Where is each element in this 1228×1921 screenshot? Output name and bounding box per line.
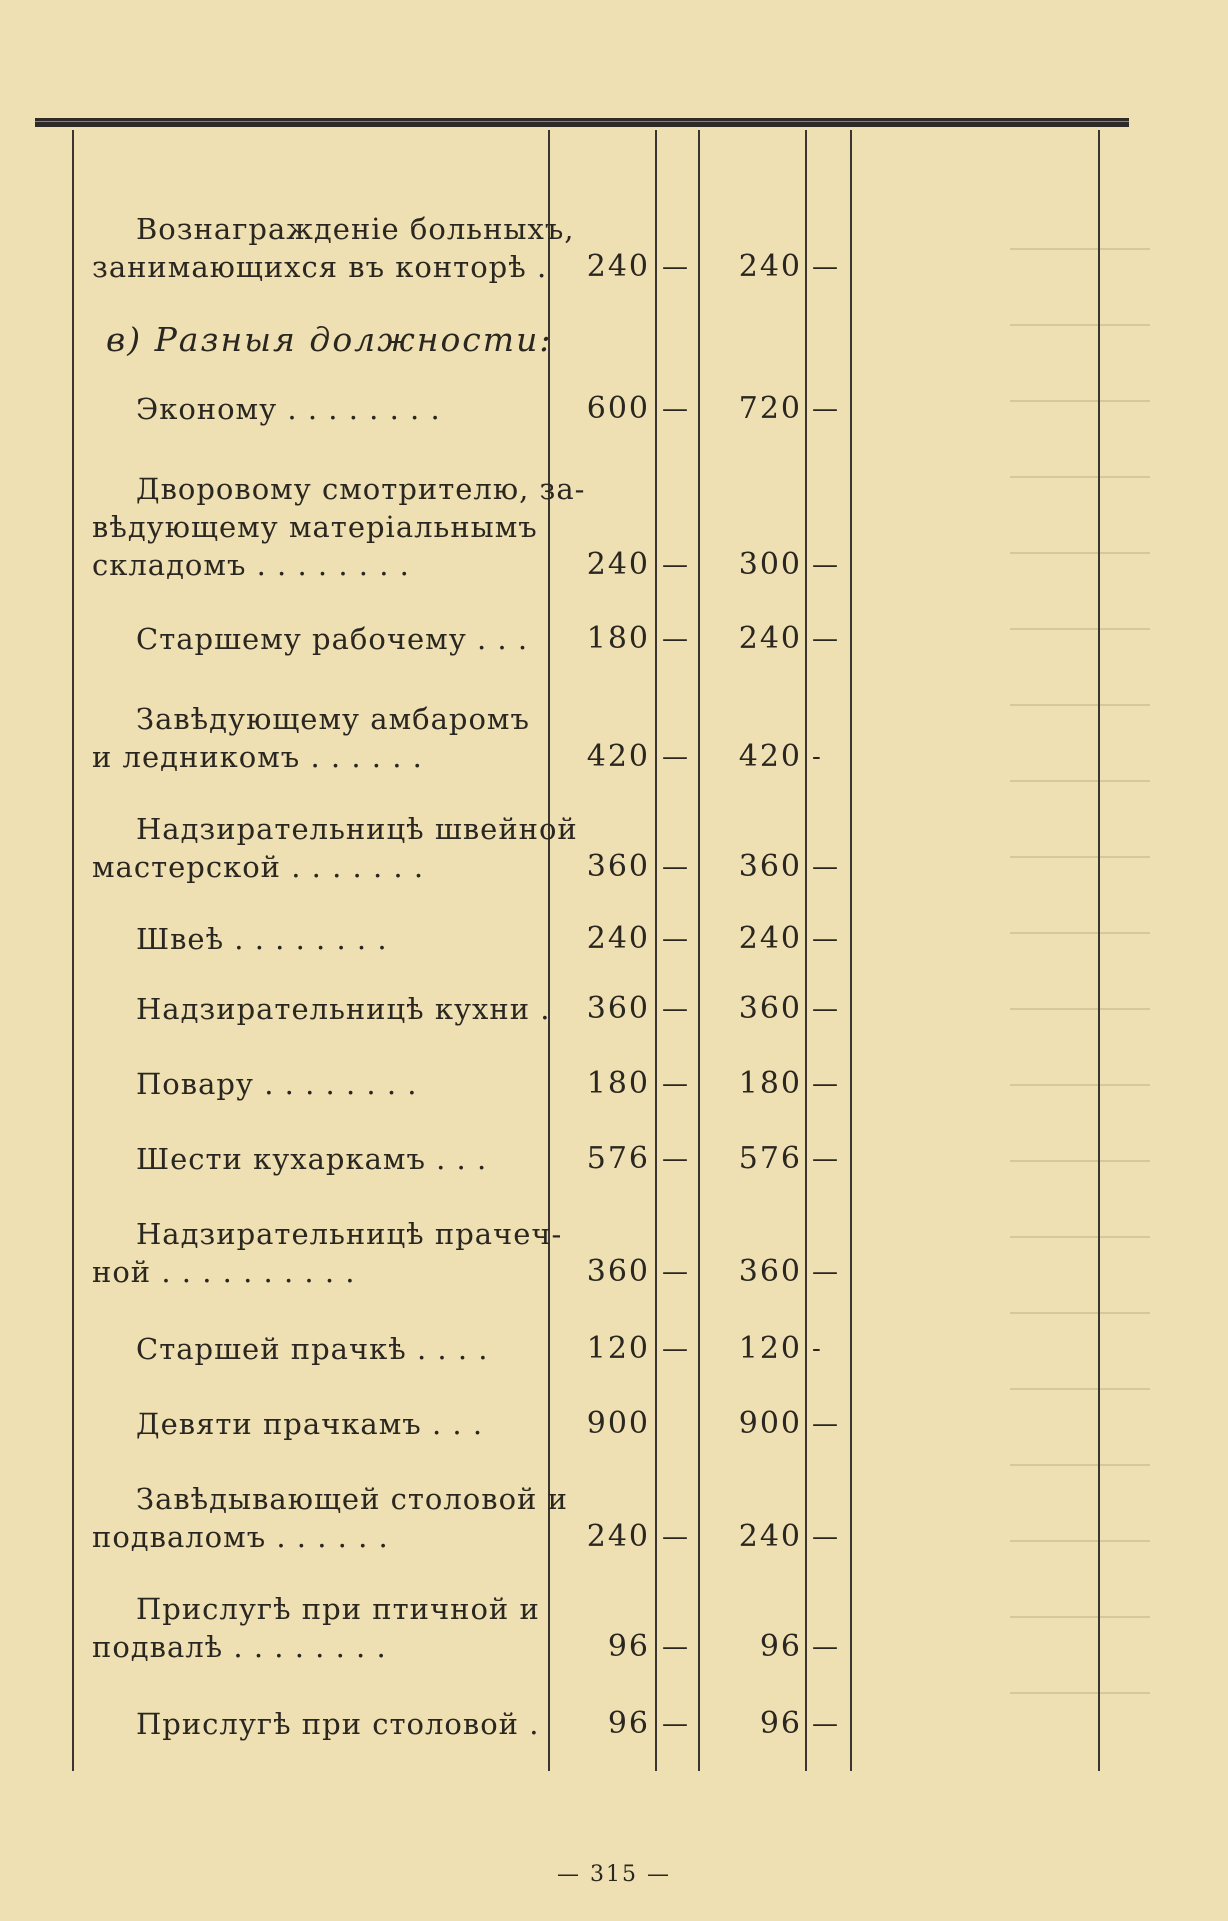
kopeck-new: — [812, 394, 838, 424]
row-label [92, 920, 532, 958]
section-title: в) Разныя должности: [106, 320, 553, 359]
kopeck-new: — [812, 550, 838, 580]
amount-old: 180 [586, 621, 650, 656]
kopeck-old: — [662, 1257, 688, 1287]
row-label-line: Дворовому смотрителю, за- [136, 472, 586, 506]
amount-new: 900 [738, 1406, 802, 1441]
row-label-line: Повару . . . . . . . . [136, 1067, 418, 1101]
amount-new: 720 [738, 391, 802, 426]
kopeck-old: — [662, 852, 688, 882]
row-label-line: Старшей прачкѣ . . . . [136, 1332, 489, 1366]
amount-new: 240 [738, 1519, 802, 1554]
row-label-line: Старшему рабочему . . . [136, 622, 529, 656]
kopeck-old: — [662, 1709, 688, 1739]
row-label-line: и ледникомъ . . . . . . [92, 740, 423, 774]
kopeck-old: — [662, 394, 688, 424]
row-label [92, 210, 575, 286]
row-label-line: подвалѣ . . . . . . . . [92, 1630, 387, 1664]
kopeck-old: — [662, 624, 688, 654]
row-label [92, 1705, 540, 1743]
row-label-line: Надзирательницѣ кухни . [136, 992, 551, 1026]
kopeck-old: — [662, 252, 688, 282]
row-label-line: подваломъ . . . . . . [92, 1520, 389, 1554]
kopeck-new: — [812, 1257, 838, 1287]
row-label [92, 1590, 540, 1666]
amount-old: 360 [586, 991, 650, 1026]
amount-old: 600 [586, 391, 650, 426]
row-label-line: ной . . . . . . . . . . [92, 1255, 356, 1289]
row-label-line: Шести кухаркамъ . . . [136, 1142, 488, 1176]
kopeck-new: — [812, 1409, 838, 1439]
row-label [92, 470, 586, 584]
kopeck-new: - [812, 742, 821, 772]
row-label [92, 1330, 532, 1368]
row-label-line: Девяти прачкамъ . . . [136, 1407, 484, 1441]
row-label-line: Вознагражденіе больныхъ, [136, 212, 575, 246]
kopeck-old: — [662, 994, 688, 1024]
kopeck-old: — [662, 1334, 688, 1364]
amount-new: 576 [738, 1141, 802, 1176]
amount-new: 420 [738, 739, 802, 774]
row-label-line: Швеѣ . . . . . . . . [136, 922, 388, 956]
row-label [92, 810, 578, 886]
row-label-line: складомъ . . . . . . . . [92, 548, 410, 582]
amount-new: 240 [738, 921, 802, 956]
row-label-line: Надзирательницѣ швейной [136, 812, 578, 846]
row-label-line: Завѣдывающей столовой и [136, 1482, 568, 1516]
amount-new: 360 [738, 849, 802, 884]
amount-new: 96 [759, 1629, 802, 1664]
row-label-line: мастерской . . . . . . . [92, 850, 425, 884]
amount-old: 240 [586, 921, 650, 956]
amount-new: 240 [738, 621, 802, 656]
kopeck-new: — [812, 1632, 838, 1662]
row-label-line: Завѣдующему амбаромъ [136, 702, 530, 736]
amount-new: 360 [738, 1254, 802, 1289]
amount-new: 360 [738, 991, 802, 1026]
kopeck-old: — [662, 550, 688, 580]
row-label-line: вѣдующему матеріальнымъ [92, 510, 538, 544]
amount-old: 900 [586, 1406, 650, 1441]
amount-old: 576 [586, 1141, 650, 1176]
amount-old: 240 [586, 547, 650, 582]
kopeck-new: — [812, 1709, 838, 1739]
row-label [92, 1480, 568, 1556]
row-label [92, 390, 532, 428]
kopeck-old: — [662, 742, 688, 772]
row-label [92, 620, 532, 658]
kopeck-new: - [812, 1334, 821, 1364]
amount-old: 96 [607, 1706, 650, 1741]
kopeck-old: — [662, 1522, 688, 1552]
kopeck-old: — [662, 1144, 688, 1174]
kopeck-new: — [812, 924, 838, 954]
kopeck-new: — [812, 852, 838, 882]
row-label-line: Эконому . . . . . . . . [136, 392, 441, 426]
kopeck-old: — [662, 924, 688, 954]
row-label-line: занимающихся въ конторѣ . [92, 250, 548, 284]
row-label [92, 700, 532, 776]
amount-old: 180 [586, 1066, 650, 1101]
amount-new: 240 [738, 249, 802, 284]
row-label [92, 1405, 532, 1443]
amount-old: 240 [586, 249, 650, 284]
row-label-line: Надзирательницѣ прачеч- [136, 1217, 563, 1251]
kopeck-new: — [812, 1144, 838, 1174]
kopeck-new: — [812, 624, 838, 654]
amount-old: 240 [586, 1519, 650, 1554]
amount-old: 96 [607, 1629, 650, 1664]
amount-old: 360 [586, 1254, 650, 1289]
amount-old: 120 [586, 1331, 650, 1366]
amount-new: 120 [738, 1331, 802, 1366]
kopeck-new: — [812, 1069, 838, 1099]
kopeck-old: — [662, 1632, 688, 1662]
row-label-line: Прислугѣ при птичной и [136, 1592, 540, 1626]
row-label-line: Прислугѣ при столовой . [136, 1707, 540, 1741]
kopeck-new: — [812, 252, 838, 282]
row-label [92, 1065, 532, 1103]
row-label [92, 1140, 532, 1178]
amount-old: 360 [586, 849, 650, 884]
amount-new: 180 [738, 1066, 802, 1101]
amount-new: 96 [759, 1706, 802, 1741]
amount-old: 420 [586, 739, 650, 774]
kopeck-new: — [812, 994, 838, 1024]
amount-new: 300 [738, 547, 802, 582]
row-label [92, 990, 551, 1028]
kopeck-old: — [662, 1069, 688, 1099]
page-number: — 315 — [557, 1862, 671, 1887]
kopeck-new: — [812, 1522, 838, 1552]
row-label [92, 1215, 563, 1291]
